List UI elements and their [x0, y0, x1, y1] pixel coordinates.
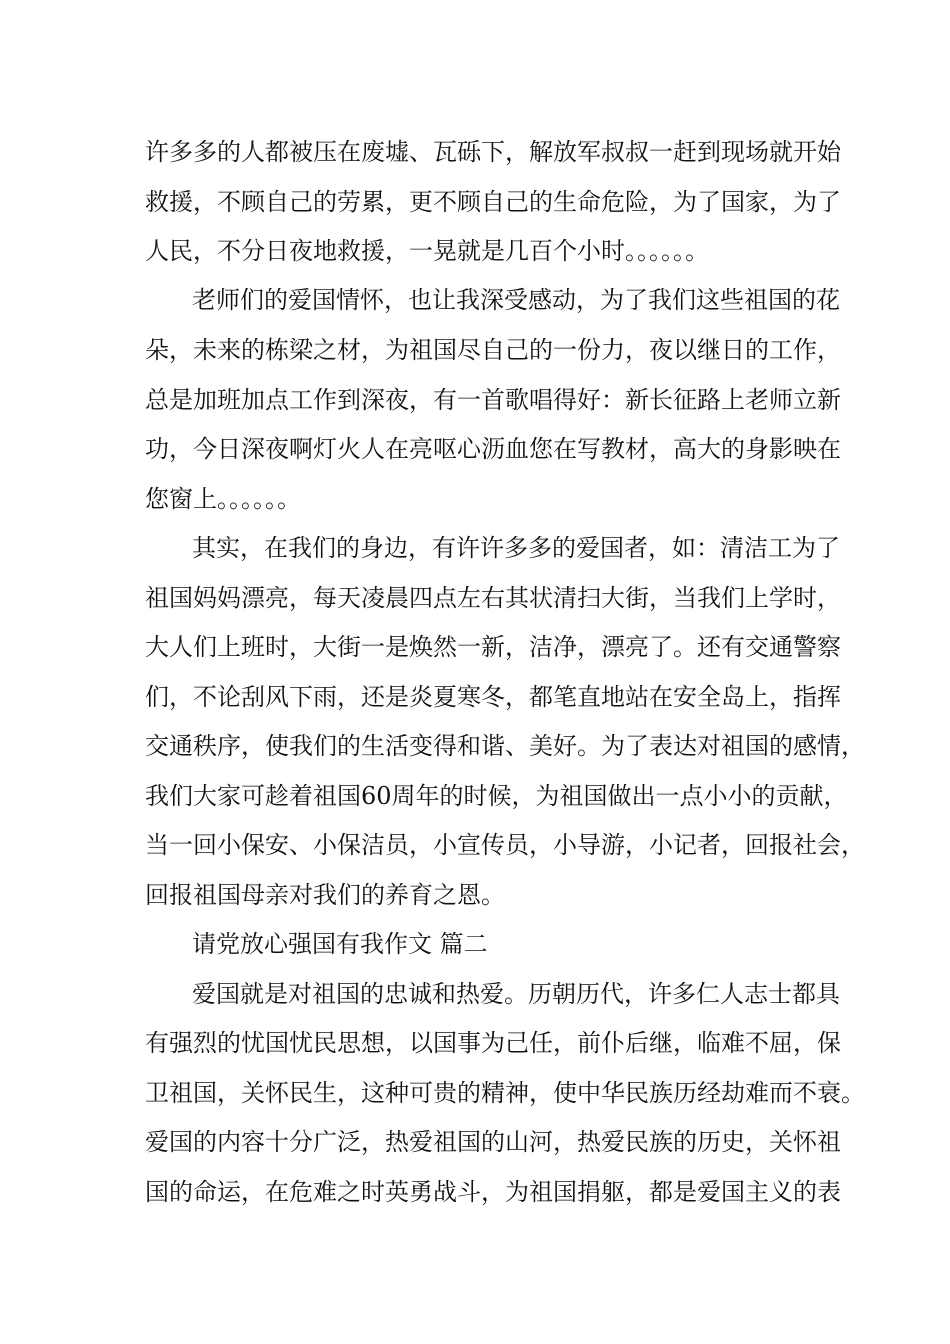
paragraph-first-line: 爱国就是对祖国的忠诚和热爱。历朝历代，许多仁人志士都具 [192, 980, 840, 1008]
text-line: 您窗上。。。。。。 [145, 485, 301, 513]
paragraph-first-line: 老师们的爱国情怀，也让我深受感动，为了我们这些祖国的花 [192, 286, 840, 314]
text-line: 当一回小保安、小保洁员，小宣传员，小导游，小记者，回报社会， [145, 831, 865, 859]
text-line: 总是加班加点工作到深夜，有一首歌唱得好：新长征路上老师立新 [145, 386, 841, 414]
text-line: 有强烈的忧国忧民思想，以国事为己任，前仆后继，临难不屈，保 [145, 1029, 841, 1057]
text-line: 卫祖国，关怀民生，这种可贵的精神，使中华民族历经劫难而不衰。 [145, 1079, 865, 1107]
paragraph-first-line: 其实，在我们的身边，有许许多多的爱国者，如：清洁工为了 [192, 534, 840, 562]
text-line: 我们大家可趁着祖国60周年的时候，为祖国做出一点小小的贡献， [145, 782, 848, 810]
text-line: 许多多的人都被压在废墟、瓦砾下，解放军叔叔一赶到现场就开始 [145, 138, 841, 166]
text-line: 朵，未来的栋梁之材，为祖国尽自己的一份力，夜以继日的工作， [145, 336, 841, 364]
text-line: 回报祖国母亲对我们的养育之恩。 [145, 881, 505, 909]
text-line: 祖国妈妈漂亮，每天凌晨四点左右其状清扫大街，当我们上学时， [145, 584, 841, 612]
text-line: 们，不论刮风下雨，还是炎夏寒冬，都笔直地站在安全岛上，指挥 [145, 683, 841, 711]
text-line: 救援，不顾自己的劳累，更不顾自己的生命危险，为了国家，为了 [145, 188, 841, 216]
text-line: 交通秩序，使我们的生活变得和谐、美好。为了表达对祖国的感情， [145, 732, 865, 760]
section-heading: 请党放心强国有我作文 篇二 [192, 930, 488, 958]
text-line: 爱国的内容十分广泛，热爱祖国的山河，热爱民族的历史，关怀祖 [145, 1128, 841, 1156]
text-line: 国的命运，在危难之时英勇战斗，为祖国捐躯，都是爱国主义的表 [145, 1178, 841, 1206]
text-line: 大人们上班时，大街一是焕然一新，洁净，漂亮了。还有交通警察 [145, 633, 841, 661]
text-line: 人民，不分日夜地救援，一晃就是几百个小时。。。。。。 [145, 237, 709, 265]
text-line: 功，今日深夜啊灯火人在亮呕心沥血您在写教材，高大的身影映在 [145, 435, 841, 463]
